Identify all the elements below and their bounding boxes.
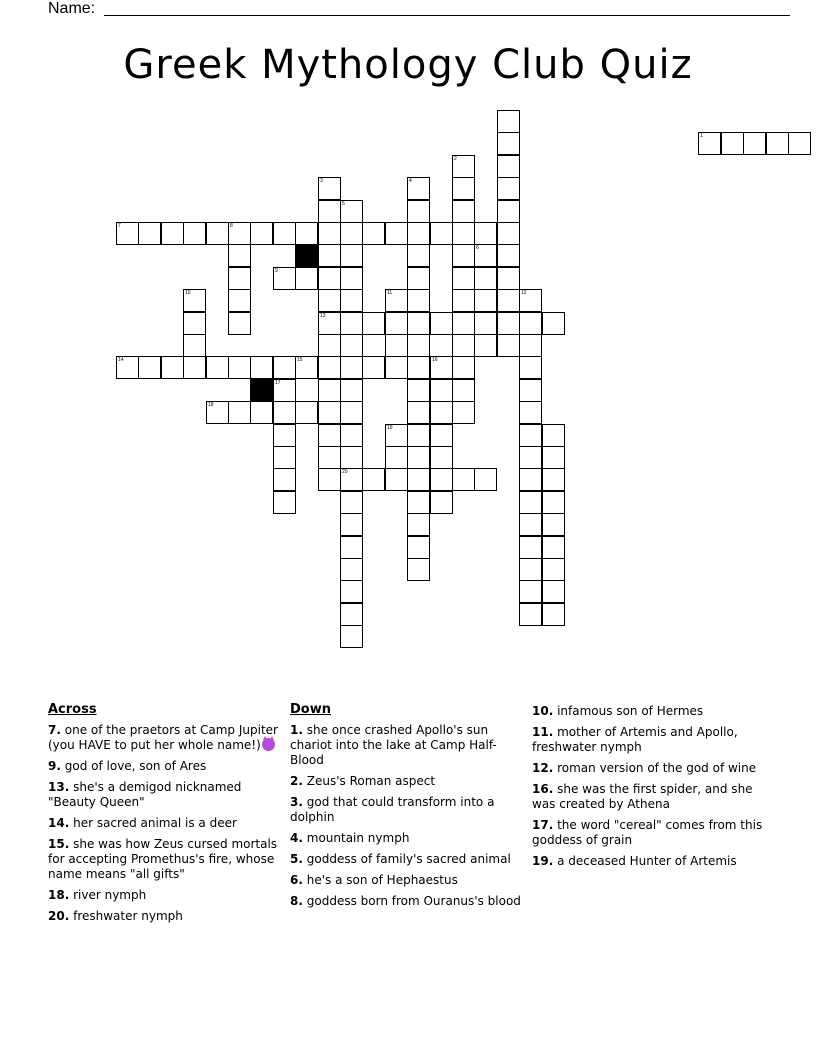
clue-number: 9. xyxy=(48,759,61,773)
grid-cell[interactable] xyxy=(273,379,296,402)
grid-cell[interactable] xyxy=(519,289,542,312)
grid-cell[interactable] xyxy=(519,379,542,402)
grid-cell[interactable] xyxy=(542,312,565,335)
grid-cell[interactable] xyxy=(273,356,296,379)
grid-cell[interactable] xyxy=(250,401,273,424)
clue-item xyxy=(532,761,768,776)
clue-item xyxy=(532,704,768,719)
clue-text: Zeus's Roman aspect xyxy=(306,774,436,788)
grid-cell[interactable] xyxy=(407,468,430,491)
clue-item xyxy=(48,780,284,810)
grid-cell[interactable] xyxy=(340,603,363,626)
grid-cell[interactable] xyxy=(407,312,430,335)
grid-cell[interactable] xyxy=(273,222,296,245)
cell-number: 9 xyxy=(275,268,278,274)
grid-cell[interactable] xyxy=(340,267,363,290)
clue-number: 6. xyxy=(290,873,303,887)
grid-cell[interactable] xyxy=(385,356,408,379)
grid-cell[interactable] xyxy=(295,356,318,379)
clue-item xyxy=(48,837,284,882)
clue-text: a deceased Hunter of Artemis xyxy=(557,854,737,868)
grid-cell[interactable] xyxy=(183,334,206,357)
clue-item xyxy=(532,782,768,812)
grid-cell[interactable] xyxy=(430,356,453,379)
grid-cell[interactable] xyxy=(318,379,341,402)
grid-cell[interactable] xyxy=(340,312,363,335)
grid-cell[interactable] xyxy=(519,334,542,357)
clue-number: 17. xyxy=(532,818,554,832)
clue-item xyxy=(532,818,768,848)
grid-cell[interactable] xyxy=(407,200,430,223)
crossword-grid xyxy=(0,0,816,520)
grid-cell[interactable] xyxy=(542,491,565,514)
black-square xyxy=(295,244,318,267)
grid-cell[interactable] xyxy=(452,379,475,402)
grid-cell[interactable] xyxy=(318,289,341,312)
grid-cell[interactable] xyxy=(407,536,430,559)
grid-cell[interactable] xyxy=(116,356,139,379)
grid-cell[interactable] xyxy=(452,401,475,424)
grid-cell[interactable] xyxy=(542,603,565,626)
grid-cell[interactable] xyxy=(183,289,206,312)
clue-text: freshwater nymph xyxy=(73,909,183,923)
across-clues xyxy=(48,702,284,930)
grid-cell[interactable] xyxy=(497,110,520,133)
cell-number: 11 xyxy=(387,290,393,296)
grid-cell[interactable] xyxy=(452,222,475,245)
grid-cell[interactable] xyxy=(385,222,408,245)
grid-cell[interactable] xyxy=(273,267,296,290)
grid-cell[interactable] xyxy=(385,468,408,491)
grid-cell[interactable] xyxy=(452,177,475,200)
grid-cell[interactable] xyxy=(340,200,363,223)
grid-cell[interactable] xyxy=(362,356,385,379)
grid-cell[interactable] xyxy=(542,580,565,603)
grid-cell[interactable] xyxy=(474,468,497,491)
grid-cell[interactable] xyxy=(362,312,385,335)
clue-text: roman version of the god of wine xyxy=(557,761,757,775)
cell-number: 7 xyxy=(118,223,121,229)
grid-cell[interactable] xyxy=(474,222,497,245)
grid-cell[interactable] xyxy=(340,334,363,357)
clue-item xyxy=(290,723,526,768)
cell-number: 14 xyxy=(118,357,124,363)
down-clues-continued xyxy=(532,704,768,875)
clue-item xyxy=(48,816,284,831)
grid-cell[interactable] xyxy=(519,446,542,469)
grid-cell[interactable] xyxy=(318,334,341,357)
grid-cell[interactable] xyxy=(430,312,453,335)
grid-cell[interactable] xyxy=(542,424,565,447)
grid-cell[interactable] xyxy=(452,334,475,357)
grid-cell[interactable] xyxy=(318,468,341,491)
grid-cell[interactable] xyxy=(519,491,542,514)
cell-number: 20 xyxy=(342,469,348,475)
down-clues xyxy=(290,702,526,915)
grid-cell[interactable] xyxy=(340,536,363,559)
grid-cell[interactable] xyxy=(318,177,341,200)
grid-cell[interactable] xyxy=(542,513,565,536)
clue-item xyxy=(290,894,526,909)
clue-number: 4. xyxy=(290,831,303,845)
grid-cell[interactable] xyxy=(766,132,789,155)
grid-cell[interactable] xyxy=(430,446,453,469)
grid-cell[interactable] xyxy=(340,625,363,648)
grid-cell[interactable] xyxy=(407,379,430,402)
grid-cell[interactable] xyxy=(698,132,721,155)
clue-text: she was the first spider, and she was created by Athena xyxy=(532,782,753,811)
grid-cell[interactable] xyxy=(519,312,542,335)
grid-cell[interactable] xyxy=(497,155,520,178)
grid-cell[interactable] xyxy=(497,222,520,245)
grid-cell[interactable] xyxy=(497,132,520,155)
clue-text: she was how Zeus cursed mortals for accepting Promethus's fire, whose name means "all gifts" xyxy=(48,837,278,881)
clue-text: goddess born from Ouranus's blood xyxy=(306,894,521,908)
grid-cell[interactable] xyxy=(452,289,475,312)
clue-text: infamous son of Hermes xyxy=(557,704,704,718)
clue-item xyxy=(532,725,768,755)
clue-item xyxy=(48,723,284,753)
grid-cell[interactable] xyxy=(542,536,565,559)
grid-cell[interactable] xyxy=(295,222,318,245)
grid-cell[interactable] xyxy=(430,424,453,447)
grid-cell[interactable] xyxy=(273,401,296,424)
grid-cell[interactable] xyxy=(452,155,475,178)
grid-cell[interactable] xyxy=(340,513,363,536)
grid-cell[interactable] xyxy=(407,491,430,514)
grid-cell[interactable] xyxy=(362,222,385,245)
grid-cell[interactable] xyxy=(519,468,542,491)
cell-number: 13 xyxy=(320,313,326,319)
clue-text: she's a demigod nicknamed "Beauty Queen" xyxy=(48,780,242,809)
grid-cell[interactable] xyxy=(407,334,430,357)
grid-cell[interactable] xyxy=(497,244,520,267)
cell-number: 2 xyxy=(454,156,457,162)
clue-item xyxy=(290,873,526,888)
grid-cell[interactable] xyxy=(474,312,497,335)
grid-cell[interactable] xyxy=(318,356,341,379)
grid-cell[interactable] xyxy=(407,513,430,536)
clue-item xyxy=(290,852,526,867)
clue-number: 13. xyxy=(48,780,70,794)
grid-cell[interactable] xyxy=(721,132,744,155)
grid-cell[interactable] xyxy=(407,289,430,312)
clue-number: 14. xyxy=(48,816,70,830)
grid-cell[interactable] xyxy=(385,446,408,469)
grid-cell[interactable] xyxy=(318,222,341,245)
grid-cell[interactable] xyxy=(250,222,273,245)
name-label: Name: xyxy=(48,0,96,17)
grid-cell[interactable] xyxy=(452,468,475,491)
cell-number: 16 xyxy=(432,357,438,363)
clue-number: 10. xyxy=(532,704,554,718)
grid-cell[interactable] xyxy=(340,289,363,312)
grid-cell[interactable] xyxy=(474,244,497,267)
cell-number: 19 xyxy=(387,425,393,431)
grid-cell[interactable] xyxy=(743,132,766,155)
clue-number: 3. xyxy=(290,795,303,809)
clue-item xyxy=(290,774,526,789)
cell-number: 15 xyxy=(297,357,303,363)
grid-cell[interactable] xyxy=(385,334,408,357)
grid-cell[interactable] xyxy=(318,446,341,469)
grid-cell[interactable] xyxy=(474,334,497,357)
clue-number: 20. xyxy=(48,909,70,923)
grid-cell[interactable] xyxy=(407,446,430,469)
grid-cell[interactable] xyxy=(497,200,520,223)
clue-text: he's a son of Hephaestus xyxy=(306,873,458,887)
grid-cell[interactable] xyxy=(474,289,497,312)
grid-cell[interactable] xyxy=(228,244,251,267)
page-title: Greek Mythology Club Quiz xyxy=(123,42,693,88)
grid-cell[interactable] xyxy=(452,200,475,223)
grid-cell[interactable] xyxy=(318,312,341,335)
cell-number: 4 xyxy=(409,178,412,184)
clue-item xyxy=(290,795,526,825)
grid-cell[interactable] xyxy=(228,401,251,424)
grid-cell[interactable] xyxy=(385,312,408,335)
grid-cell[interactable] xyxy=(340,580,363,603)
grid-cell[interactable] xyxy=(206,401,229,424)
grid-cell[interactable] xyxy=(340,558,363,581)
grid-cell[interactable] xyxy=(318,401,341,424)
grid-cell[interactable] xyxy=(407,267,430,290)
grid-cell[interactable] xyxy=(788,132,811,155)
clue-number: 19. xyxy=(532,854,554,868)
grid-cell[interactable] xyxy=(430,468,453,491)
clue-number: 1. xyxy=(290,723,303,737)
grid-cell[interactable] xyxy=(183,356,206,379)
cell-number: 12 xyxy=(521,290,527,296)
grid-cell[interactable] xyxy=(430,222,453,245)
grid-cell[interactable] xyxy=(497,177,520,200)
grid-cell[interactable] xyxy=(407,244,430,267)
grid-cell[interactable] xyxy=(273,468,296,491)
grid-cell[interactable] xyxy=(340,379,363,402)
grid-cell[interactable] xyxy=(318,200,341,223)
cell-number: 1 xyxy=(700,133,703,139)
black-square xyxy=(250,379,273,402)
grid-cell[interactable] xyxy=(407,558,430,581)
grid-cell[interactable] xyxy=(228,312,251,335)
grid-cell[interactable] xyxy=(542,468,565,491)
grid-cell[interactable] xyxy=(340,401,363,424)
grid-cell[interactable] xyxy=(318,244,341,267)
grid-cell[interactable] xyxy=(452,267,475,290)
grid-cell[interactable] xyxy=(497,334,520,357)
clue-item xyxy=(48,888,284,903)
grid-cell[interactable] xyxy=(407,222,430,245)
grid-cell[interactable] xyxy=(430,491,453,514)
grid-cell[interactable] xyxy=(228,267,251,290)
grid-cell[interactable] xyxy=(206,356,229,379)
clue-number: 16. xyxy=(532,782,554,796)
clue-item xyxy=(290,831,526,846)
clue-number: 11. xyxy=(532,725,554,739)
grid-cell[interactable] xyxy=(452,244,475,267)
clue-item xyxy=(48,909,284,924)
grid-cell[interactable] xyxy=(519,356,542,379)
grid-cell[interactable] xyxy=(340,356,363,379)
cell-number: 5 xyxy=(342,201,345,207)
clue-text: god that could transform into a dolphin xyxy=(290,795,495,824)
grid-cell[interactable] xyxy=(407,424,430,447)
clue-text: god of love, son of Ares xyxy=(64,759,207,773)
cell-number: 6 xyxy=(476,245,479,251)
grid-cell[interactable] xyxy=(340,491,363,514)
grid-cell[interactable] xyxy=(519,603,542,626)
grid-cell[interactable] xyxy=(183,312,206,335)
clue-text: river nymph xyxy=(73,888,147,902)
grid-cell[interactable] xyxy=(183,222,206,245)
grid-cell[interactable] xyxy=(273,424,296,447)
clue-text: one of the praetors at Camp Jupiter (you HAVE to put her whole name!) xyxy=(48,723,278,752)
clue-number: 15. xyxy=(48,837,70,851)
grid-cell[interactable] xyxy=(385,424,408,447)
grid-cell[interactable] xyxy=(519,401,542,424)
grid-cell[interactable] xyxy=(318,267,341,290)
grid-cell[interactable] xyxy=(228,289,251,312)
grid-cell[interactable] xyxy=(452,356,475,379)
grid-cell[interactable] xyxy=(161,356,184,379)
clue-item xyxy=(48,759,284,774)
grid-cell[interactable] xyxy=(542,558,565,581)
grid-cell[interactable] xyxy=(161,222,184,245)
grid-cell[interactable] xyxy=(138,356,161,379)
grid-cell[interactable] xyxy=(228,222,251,245)
clue-number: 12. xyxy=(532,761,554,775)
grid-cell[interactable] xyxy=(250,356,273,379)
clue-number: 18. xyxy=(48,888,70,902)
clue-text: mother of Artemis and Apollo, freshwater nymph xyxy=(532,725,738,754)
grid-cell[interactable] xyxy=(519,580,542,603)
grid-cell[interactable] xyxy=(519,513,542,536)
cell-number: 18 xyxy=(208,402,214,408)
clue-text: the word "cereal" comes from this goddess of grain xyxy=(532,818,763,847)
grid-cell[interactable] xyxy=(116,222,139,245)
grid-cell[interactable] xyxy=(497,267,520,290)
grid-cell[interactable] xyxy=(138,222,161,245)
grid-cell[interactable] xyxy=(318,424,341,447)
grid-cell[interactable] xyxy=(452,312,475,335)
clue-item xyxy=(532,854,768,869)
grid-cell[interactable] xyxy=(362,468,385,491)
devil-emoji xyxy=(262,738,275,751)
grid-cell[interactable] xyxy=(340,468,363,491)
grid-cell[interactable] xyxy=(273,491,296,514)
cell-number: 8 xyxy=(230,223,233,229)
grid-cell[interactable] xyxy=(497,289,520,312)
grid-cell[interactable] xyxy=(340,222,363,245)
grid-cell[interactable] xyxy=(519,536,542,559)
grid-cell[interactable] xyxy=(340,446,363,469)
grid-cell[interactable] xyxy=(295,267,318,290)
grid-cell[interactable] xyxy=(228,356,251,379)
grid-cell[interactable] xyxy=(497,312,520,335)
grid-cell[interactable] xyxy=(340,244,363,267)
grid-cell[interactable] xyxy=(407,177,430,200)
grid-cell[interactable] xyxy=(295,401,318,424)
clue-text: goddess of family's sacred animal xyxy=(306,852,511,866)
grid-cell[interactable] xyxy=(519,558,542,581)
clue-text: her sacred animal is a deer xyxy=(73,816,237,830)
grid-cell[interactable] xyxy=(542,446,565,469)
clue-number: 5. xyxy=(290,852,303,866)
grid-cell[interactable] xyxy=(206,222,229,245)
grid-cell[interactable] xyxy=(385,289,408,312)
down-heading: Down xyxy=(290,702,331,717)
cell-number: 3 xyxy=(320,178,323,184)
clue-text: she once crashed Apollo's sun chariot into the lake at Camp Half-Blood xyxy=(290,723,497,767)
grid-cell[interactable] xyxy=(519,424,542,447)
grid-cell[interactable] xyxy=(340,424,363,447)
clue-text: mountain nymph xyxy=(306,831,410,845)
clue-number: 2. xyxy=(290,774,303,788)
grid-cell[interactable] xyxy=(273,446,296,469)
grid-cell[interactable] xyxy=(407,401,430,424)
grid-cell[interactable] xyxy=(430,379,453,402)
across-heading: Across xyxy=(48,702,97,717)
grid-cell[interactable] xyxy=(474,267,497,290)
cell-number: 10 xyxy=(185,290,191,296)
clue-number: 7. xyxy=(48,723,61,737)
grid-cell[interactable] xyxy=(407,356,430,379)
cell-number: 17 xyxy=(275,380,281,386)
clue-number: 8. xyxy=(290,894,303,908)
grid-cell[interactable] xyxy=(430,401,453,424)
